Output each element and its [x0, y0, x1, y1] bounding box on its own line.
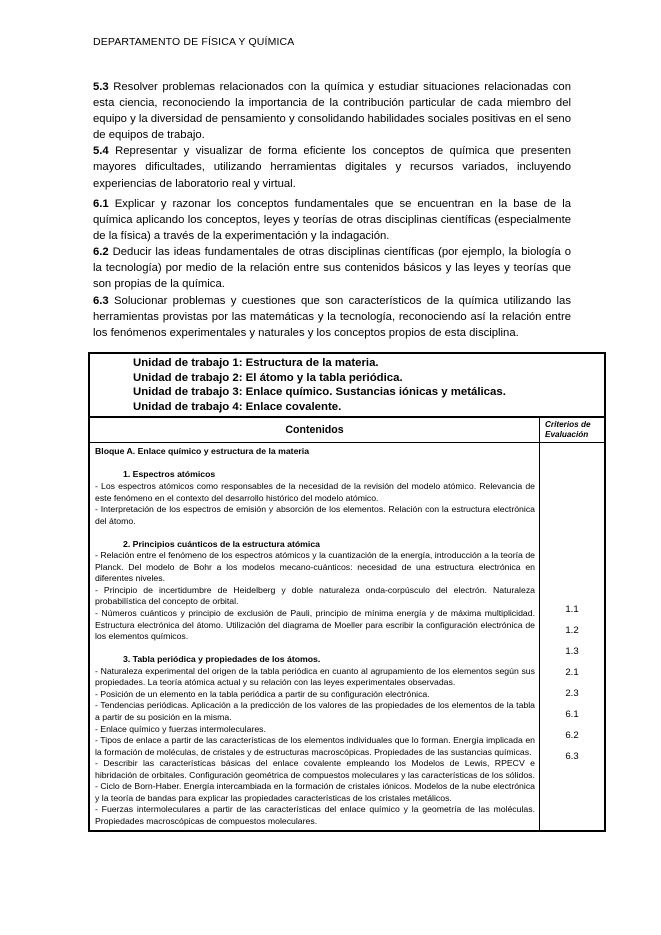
criterio-item: 1.3: [565, 646, 579, 658]
seccion-1-paragraph: - Los espectros atómicos como responsables de la necesidad de la revisión del modelo atómico. Relevancia de este fenómeno en el contexto del desarrollo histórico del modelo atómico.: [95, 481, 535, 503]
paragraph-6-1-text: Explicar y razonar los conceptos fundamentales que se encuentran en la base de la química aplicando los conceptos, leyes y teorías de otras disciplinas científicas (especialmente de la física) a través de la experimentación y la indagación.: [93, 198, 571, 243]
competencias-block-6: [93, 196, 571, 341]
seccion-3-paragraph: - Naturaleza experimental del origen de la tabla periódica en cuanto al agrupamiento de los elementos según sus propiedades. La teoría atómica actual y su relación con las leyes experimentales observadas.: [95, 665, 535, 688]
document-header: DEPARTAMENTO DE FÍSICA Y QUÍMICA: [93, 36, 295, 48]
criterios-cell: [540, 443, 604, 830]
paragraph-6-1-number: 6.1: [93, 198, 109, 210]
paragraph-5-4-text: Representar y visualizar de forma eficiente los conceptos de química que presenten mayores dificultades, utilizando herramientas digitales y recursos variados, incluyendo experiencias de laboratorio real y virtual.: [93, 145, 571, 190]
seccion-3-paragraph: - Describir las características básicas del enlace covalente empleando los Modelos de Lewis, RPECV e hibridación de orbitales. Configuración geométrica de compuestos moleculares y las características de los sólidos.: [95, 758, 535, 780]
unidad-item: Unidad de trabajo 4: Enlace covalente.: [133, 400, 342, 413]
column-header-criterios: [540, 418, 604, 442]
spacer: [95, 643, 535, 655]
seccion-3-paragraph: - Enlace químico y fuerzas intermoleculares.: [95, 723, 266, 734]
contenidos-cell: [90, 443, 540, 830]
seccion-1-title: 1. Espectros atómicos: [123, 469, 216, 480]
paragraph-5-4-number: 5.4: [93, 145, 109, 158]
seccion-2-paragraph: - Números cuánticos y principio de exclusión de Pauli, principio de mínima energía y de máxima multiplicidad. Estructura electrónica del átomo. Utilización del diagrama de Moeller para escribir la configuración electrónica de los elementos químicos.: [95, 608, 535, 642]
seccion-3-paragraph: - Posición de un elemento en la tabla periódica a partir de su configuración electrónica.: [95, 688, 430, 699]
seccion-3-paragraph: - Tendencias periódicas. Aplicación a la predicción de los valores de las propiedades de los elementos de la tabla a partir de su posición en la misma.: [95, 700, 535, 722]
criterio-item: 6.1: [565, 708, 579, 720]
spacer: [95, 458, 535, 470]
seccion-3-paragraph: - Tipos de enlace a partir de las características de los elementos individuales que lo forman. Energía implicada en la formación de moléculas, de cristales y de estructuras macroscópicas. Propiedades de las sustancias químicas.: [95, 735, 535, 757]
paragraph-5-4: [93, 143, 571, 191]
seccion-2-paragraph: - Principio de incertidumbre de Heidelberg y doble naturaleza onda-corpúsculo del electrón. Naturaleza probabilística del concepto de orbital.: [95, 584, 535, 607]
criterio-item: 6.2: [565, 729, 579, 741]
seccion-2-paragraph: - Relación entre el fenómeno de los espectros atómicos y la cuantización de la energía, introducción a la teoría de Planck. Del modelo de Bohr a los modelos mecano-cuánticos: necesidad de una estructura electrónica en diferentes niveles.: [95, 550, 535, 584]
criterio-item: 2.3: [565, 688, 579, 699]
criterios-list: [540, 600, 604, 767]
contenidos-table: [88, 352, 606, 832]
paragraph-5-3-number: 5.3: [93, 81, 109, 93]
seccion-3-title: 3. Tabla periódica y propiedades de los átomos.: [123, 654, 321, 665]
paragraph-6-2-text: Deducir las ideas fundamentales de otras disciplinas científicas (por ejemplo, la biología o la tecnología) por medio de la relación entre sus contenidos básicos y las leyes y teorías que son propias de la química.: [93, 246, 571, 291]
unidades-de-trabajo-block: [90, 354, 604, 418]
paragraph-6-2-number: 6.2: [93, 246, 109, 259]
column-header-criterios-line1: Criterios de: [545, 420, 591, 430]
criterio-item: 1.1: [565, 604, 579, 616]
seccion-3-paragraph: - Ciclo de Born-Haber. Energía intercambiada en la formación de cristales iónicos. Modelos de la nube electrónica y la teoría de bandas para explicar las propiedades características de los cristales metálicos.: [95, 781, 535, 803]
column-header-criterios-line2: Evaluación: [545, 430, 589, 440]
paragraph-6-1: [93, 196, 571, 244]
seccion-1-paragraph: - Interpretación de los espectros de emisión y absorción de los elementos. Relación con la estructura electrónica del átomo.: [95, 504, 535, 526]
unidad-item: Unidad de trabajo 2: El átomo y la tabla periódica.: [133, 371, 403, 384]
table-header-row: [90, 418, 604, 443]
unidad-item: Unidad de trabajo 3: Enlace químico. Sustancias iónicas y metálicas.: [133, 386, 506, 399]
seccion-2-title: 2. Principios cuánticos de la estructura atómica: [123, 538, 320, 549]
paragraph-5-3-text: Resolver problemas relacionados con la química y estudiar situaciones relacionadas con esta ciencia, reconociendo la importancia de la contribución particular de cada miembro del equipo y la diversidad de pensamiento y consolidando habilidades sociales positivas en el seno de equipos de trabajo.: [93, 81, 571, 142]
paragraph-6-3-number: 6.3: [93, 294, 109, 307]
criterio-item: 1.2: [565, 625, 579, 637]
seccion-3-paragraph: - Fuerzas intermoleculares a partir de las características del enlace químico y la geometría de las moléculas. Propiedades macroscópicas de compuestos moleculares.: [95, 804, 535, 826]
unidades-list: [90, 356, 604, 414]
column-header-contenidos: Contenidos: [90, 418, 540, 442]
criterio-item: 2.1: [565, 667, 579, 679]
paragraph-6-2: [93, 244, 571, 292]
table-body-row: [90, 443, 604, 830]
bloque-title: Bloque A. Enlace químico y estructura de la materia: [95, 446, 310, 457]
paragraph-6-3: [93, 293, 571, 341]
paragraph-5-3: [93, 79, 571, 143]
paragraph-6-3-text: Solucionar problemas y cuestiones que son característicos de la química utilizando las herramientas provistas por las matemáticas y la tecnología, reconociendo así la relación entre los fenómenos experimentales y naturales y los conceptos propios de esta disciplina.: [93, 294, 571, 339]
unidad-item: Unidad de trabajo 1: Estructura de la materia.: [133, 357, 379, 369]
criterio-item: 6.3: [565, 750, 579, 762]
competencias-block-5: [93, 79, 571, 192]
spacer: [95, 527, 535, 539]
